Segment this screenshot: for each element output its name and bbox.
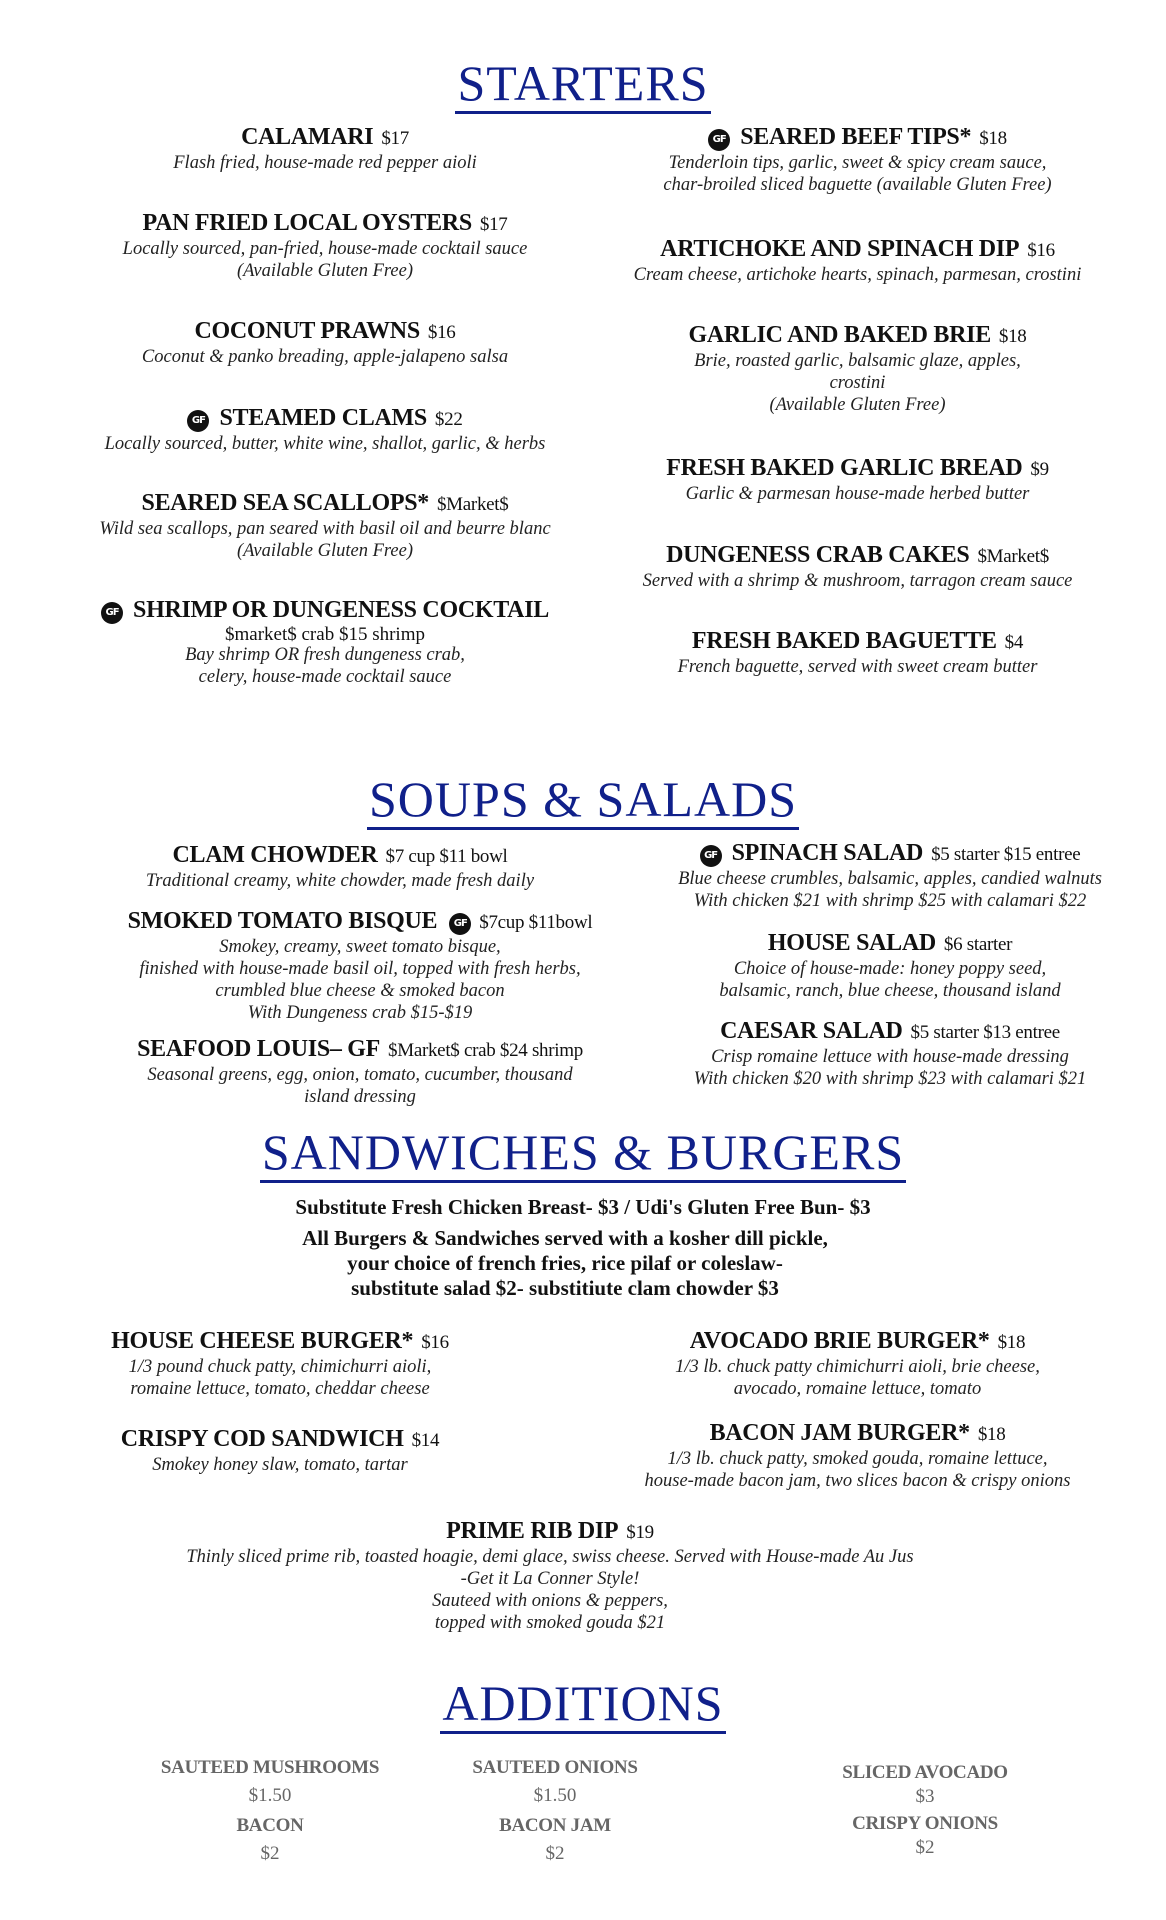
menu-item-house-cheese-burger: HOUSE CHEESE BURGER* $16 1/3 pound chuck patty, chimichurri aioli, romaine lettuce, tomato, cheddar cheese — [111, 1328, 449, 1399]
sandwiches-burgers-heading: SANDWICHES & BURGERS — [0, 1123, 1166, 1181]
served-with-note: All Burgers & Sandwiches served with a kosher dill pickle, your choice of french fries, rice pilaf or coleslaw- substitute salad $2- substitiute clam chowder $3 — [302, 1226, 828, 1300]
soups-salads-heading: SOUPS & SALADS — [0, 770, 1166, 828]
starters-heading: STARTERS — [0, 54, 1166, 112]
additions-heading: ADDITIONS — [0, 1674, 1166, 1732]
menu-item-garlic-bread: FRESH BAKED GARLIC BREAD $9 Garlic & parmesan house-made herbed butter — [666, 455, 1049, 504]
menu-item-oysters: PAN FRIED LOCAL OYSTERS $17 Locally sourced, pan-fried, house-made cocktail sauce (Available Gluten Free) — [122, 210, 528, 281]
menu-item-cod-sandwich: CRISPY COD SANDWICH $14 Smokey honey slaw, tomato, tartar — [120, 1426, 440, 1475]
gluten-free-icon: GF — [101, 602, 123, 624]
addition-sliced-avocado: SLICED AVOCADO $3 — [842, 1762, 1008, 1807]
menu-item-artichoke-dip: ARTICHOKE AND SPINACH DIP $16 Cream cheese, artichoke hearts, spinach, parmesan, crostini — [633, 236, 1082, 285]
gluten-free-icon: GF — [700, 845, 722, 867]
menu-item-avocado-brie-burger: AVOCADO BRIE BURGER* $18 1/3 lb. chuck patty chimichurri aioli, brie cheese, avocado, romaine lettuce, tomato — [675, 1328, 1040, 1399]
substitution-note: Substitute Fresh Chicken Breast- $3 / Udi's Gluten Free Bun- $3 — [295, 1195, 871, 1219]
gluten-free-icon: GF — [449, 913, 471, 935]
menu-item-calamari: CALAMARI $17 Flash fried, house-made red pepper aioli — [173, 124, 477, 173]
menu-item-scallops: SEARED SEA SCALLOPS* $Market$ Wild sea scallops, pan seared with basil oil and beurre blanc (Available Gluten Free) — [99, 490, 551, 561]
menu-item-cocktail: GF SHRIMP OR DUNGENESS COCKTAIL $market$ crab $15 shrimp Bay shrimp OR fresh dungeness crab, celery, house-made cocktail sauce — [40, 597, 610, 688]
menu-item-crab-cakes: DUNGENESS CRAB CAKES $Market$ Served with a shrimp & mushroom, tarragon cream sauce — [642, 542, 1073, 591]
menu-item-steamed-clams: GF STEAMED CLAMS $22 Locally sourced, butter, white wine, shallot, garlic, & herbs — [104, 405, 546, 454]
addition-sauteed-onions: SAUTEED ONIONS $1.50 — [472, 1757, 638, 1806]
gluten-free-icon: GF — [187, 410, 209, 432]
addition-sauteed-mushrooms: SAUTEED MUSHROOMS $1.50 — [160, 1757, 380, 1806]
gluten-free-icon: GF — [708, 129, 730, 151]
menu-item-baked-brie: GARLIC AND BAKED BRIE $18 Brie, roasted garlic, balsamic glaze, apples, crostini (Available Gluten Free) — [688, 322, 1027, 415]
menu-item-baguette: FRESH BAKED BAGUETTE $4 French baguette, served with sweet cream butter — [677, 628, 1038, 677]
menu-item-spinach-salad: GF SPINACH SALAD $5 starter $15 entree Blue cheese crumbles, balsamic, apples, candied walnuts With chicken $21 with shrimp $25 with calamari $22 — [678, 840, 1102, 911]
addition-crispy-onions: CRISPY ONIONS $2 — [852, 1813, 998, 1858]
menu-item-prime-rib-dip: PRIME RIB DIP $19 Thinly sliced prime rib, toasted hoagie, demi glace, swiss cheese. Served with House-made Au Jus -Get it La Conner Style! Sauteed with onions & peppers, topped with smoked gouda $21 — [186, 1518, 914, 1633]
menu-item-caesar-salad: CAESAR SALAD $5 starter $13 entree Crisp romaine lettuce with house-made dressing With chicken $20 with shrimp $23 with calamari $21 — [693, 1018, 1087, 1089]
menu-item-beef-tips: GF SEARED BEEF TIPS* $18 Tenderloin tips, garlic, sweet & spicy cream sauce, char-broiled sliced baguette (available Gluten Free) — [663, 124, 1052, 195]
menu-item-bacon-jam-burger: BACON JAM BURGER* $18 1/3 lb. chuck patty, smoked gouda, romaine lettuce, house-made bacon jam, two slices bacon & crispy onions — [644, 1420, 1071, 1491]
menu-item-coconut-prawns: COCONUT PRAWNS $16 Coconut & panko breading, apple-jalapeno salsa — [141, 318, 509, 367]
menu-item-house-salad: HOUSE SALAD $6 starter Choice of house-made: honey poppy seed, balsamic, ranch, blue cheese, thousand island — [719, 930, 1061, 1001]
menu-item-tomato-bisque: SMOKED TOMATO BISQUE GF $7cup $11bowl Smokey, creamy, sweet tomato bisque, finished with house-made basil oil, topped with fresh herbs, crumbled blue cheese & smoked bacon With Dungeness crab $15-$19 — [127, 908, 593, 1023]
addition-bacon: BACON $2 — [236, 1815, 304, 1864]
menu-item-clam-chowder: CLAM CHOWDER $7 cup $11 bowl Traditional creamy, white chowder, made fresh daily — [145, 842, 535, 891]
addition-bacon-jam: BACON JAM $2 — [499, 1815, 611, 1864]
menu-item-seafood-louis: SEAFOOD LOUIS– GF $Market$ crab $24 shrimp Seasonal greens, egg, onion, tomato, cucumber, thousand island dressing — [137, 1036, 583, 1107]
